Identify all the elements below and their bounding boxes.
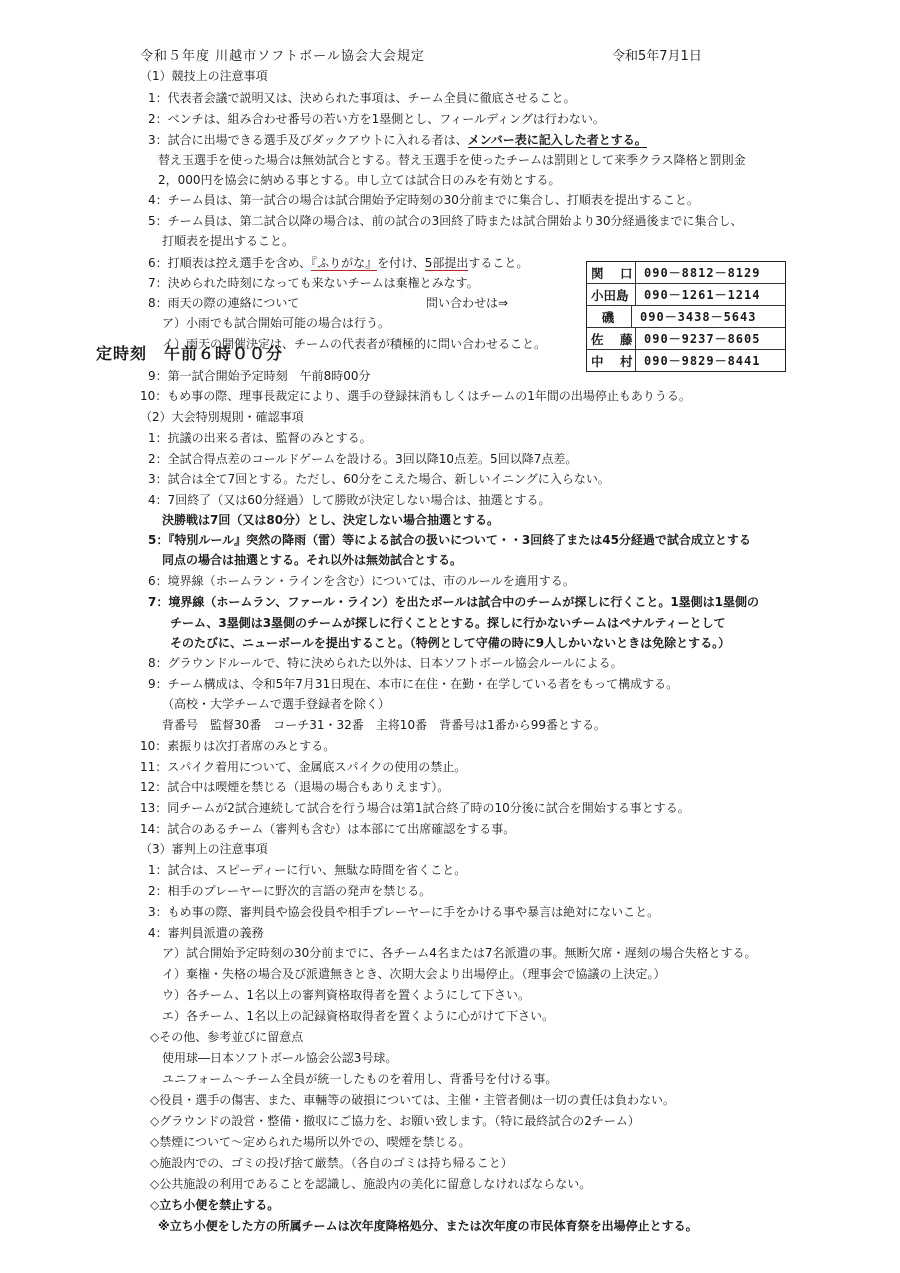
rule-2-9-cont1: （高校・大学チームで選手登録者を除く）	[162, 697, 391, 711]
rule-2-9: 9：チーム構成は、令和5年7月31日現在、本市に在住・在勤・在学している者をもって構成する。	[148, 677, 679, 691]
rule-2-11: 11：スパイク着用について、金属底スパイクの使用の禁止。	[140, 760, 467, 774]
rule-2-2: 2：全試合得点差のコールドゲームを設ける。3回以降10点差。5回以降7点差。	[148, 452, 578, 466]
rule-2-4-cont: 決勝戦は7回（又は80分）とし、決定しない場合抽選とする。	[162, 513, 500, 527]
rule-1-3-text: 3：試合に出場できる選手及びダックアウトに入れる者は、	[148, 133, 468, 147]
rule-2-7-cont1: チーム、3塁側は3塁側のチームが探しに行くこととする。探しに行かないチームはペナルティーとして	[170, 616, 726, 630]
others-heading: ◇その他、参考並びに留意点	[150, 1030, 304, 1044]
rule-1-8-a: ア）小雨でも試合開始可能の場合は行う。	[162, 316, 391, 330]
rule-1-7: 7：決められた時刻になっても来ないチームは棄権とみなす。	[148, 276, 479, 290]
rule-1-9: 9：第一試合開始予定時刻 午前8時00分	[148, 369, 371, 383]
rule-1-6-furigana: 『ふりがな』	[311, 256, 378, 270]
rule-2-9-cont2: 背番号 監督30番 コーチ31・32番 主将10番 背番号は1番から99番とする。	[162, 718, 606, 732]
contact-name: 磯	[587, 306, 632, 327]
contact-phone: 090－9829－8441	[644, 354, 761, 368]
contact-phone: 090－8812－8129	[644, 266, 761, 280]
decision-time: 定時刻 午前６時００分	[96, 344, 284, 363]
contact-phone: 090－9237－8605	[644, 332, 761, 346]
rule-1-6-text-c: すること。	[468, 256, 529, 270]
contact-name: 関 口	[587, 262, 636, 283]
rule-3-4: 4：審判員派遣の義務	[148, 926, 264, 940]
rule-1-6-text-b: を付け、	[377, 256, 425, 270]
official-ball: 使用球―日本ソフトボール協会公認3号球。	[162, 1051, 398, 1065]
rule-3-4-c: ウ）各チーム、1名以上の審判資格取得者を置くようにして下さい。	[162, 988, 530, 1002]
rule-2-3: 3：試合は全て7回とする。ただし、60分をこえた場合、新しいイニングに入らない。	[148, 472, 610, 486]
contact-phone: 090－1261－1214	[644, 288, 761, 302]
rule-1-3	[148, 133, 647, 147]
rule-2-6: 6：境界線（ホームラン・ラインを含む）については、市のルールを適用する。	[148, 574, 575, 588]
contact-row	[587, 306, 785, 328]
rule-2-8: 8：グラウンドルールで、特に決められた以外は、日本ソフトボール協会ルールによる。	[148, 656, 623, 670]
rule-1-3-emphasis: メンバー表に記入した者とする。	[467, 133, 647, 147]
rule-2-7-cont2: そのたびに、ニューボールを提出すること。（特例として守備の時に9人しかいないときは免除とする。）	[170, 636, 731, 650]
section2-heading: （2）大会特別規則・確認事項	[140, 410, 304, 424]
contact-name: 中 村	[587, 350, 636, 371]
contact-row	[587, 328, 785, 350]
contact-phone: 090－3438－5643	[640, 310, 757, 324]
contact-row	[587, 284, 785, 306]
document-date: 令和5年7月1日	[612, 49, 702, 64]
inquiry-label: 問い合わせは⇒	[426, 296, 509, 310]
note-litter: ◇施設内での、ゴミの投げ捨て厳禁。（各自のゴミは持ち帰ること）	[150, 1156, 513, 1170]
uniform-rule: ユニフォーム～チーム全員が統一したものを着用し、背番号を付ける事。	[162, 1072, 558, 1086]
rule-2-10: 10：素振りは次打者席のみとする。	[140, 739, 336, 753]
contact-row	[587, 262, 785, 284]
rule-3-4-b: イ）棄権・失格の場合及び派遣無きとき、次期大会より出場停止。（理事会で協議の上決定。）	[162, 967, 666, 981]
section1-heading: （1）競技上の注意事項	[140, 69, 268, 83]
note-liability: ◇役員・選手の傷害、また、車輛等の破損については、主催・主管者側は一切の責任は負わない。	[150, 1093, 675, 1107]
rule-3-1: 1：試合は、スピーディーに行い、無駄な時間を省くこと。	[148, 863, 467, 877]
rule-1-4: 4：チーム員は、第一試合の場合は試合開始予定時刻の30分前までに集合し、打順表を提出すること。	[148, 193, 699, 207]
rule-1-6-text-a: 6：打順表は控え選手を含め、	[148, 256, 312, 270]
rule-1-3-cont2: 2，000円を協会に納める事とする。申し立ては試合日のみを有効とする。	[158, 173, 561, 187]
rule-3-3: 3：もめ事の際、審判員や協会役員や相手プレーヤーに手をかける事や暴言は絶対にないこと。	[148, 905, 660, 919]
rule-1-8-b: イ）雨天の開催決定は、チームの代表者が積極的に問い合わせること。	[162, 337, 547, 351]
document-title: 令和５年度 川越市ソフトボール協会大会規定	[140, 49, 425, 64]
rule-1-3-cont1: 替え玉選手を使った場合は無効試合とする。替え玉選手を使ったチームは罰則として来季クラス降格と罰則金	[158, 153, 746, 167]
rule-2-1: 1：抗議の出来る者は、監督のみとする。	[148, 431, 372, 445]
rule-3-4-d: エ）各チーム、1名以上の記録資格取得者を置くように心がけて下さい。	[162, 1009, 554, 1023]
section3-heading: （3）審判上の注意事項	[140, 842, 268, 856]
rule-2-14: 14：試合のあるチーム（審判も含む）は本部にて出席確認をする事。	[140, 822, 516, 836]
rule-1-1: 1：代表者会議で説明又は、決められた事項は、チーム全員に徹底させること。	[148, 91, 576, 105]
rule-2-12: 12：試合中は喫煙を禁じる（退場の場合もありえます）。	[140, 780, 450, 794]
contact-row	[587, 350, 785, 371]
contact-name: 小田島	[587, 284, 636, 305]
rule-1-8: 8：雨天の際の連絡について	[148, 296, 300, 310]
rule-3-4-a: ア）試合開始予定時刻の30分前までに、各チーム4名または7名派遣の事。無断欠席・遅刻の場合失格とする。	[162, 946, 757, 960]
rule-1-10: 10：もめ事の際、理事長裁定により、選手の登録抹消もしくはチームの1年間の出場停止もありうる。	[140, 389, 691, 403]
rule-1-6	[148, 256, 528, 270]
note-ground: ◇グラウンドの設営・整備・撤収にご協力を、お願い致します。（特に最終試合の2チーム）	[150, 1114, 640, 1128]
rule-1-6-copies: 5部提出	[424, 256, 469, 270]
rule-1-5: 5：チーム員は、第二試合以降の場合は、前の試合の3回終了時または試合開始より30分経過後までに集合し、	[148, 214, 743, 228]
note-urination-penalty: ※立ち小便をした方の所属チームは次年度降格処分、または次年度の市民体育祭を出場停止とする。	[158, 1219, 698, 1233]
rule-2-13: 13：同チームが2試合連続して試合を行う場合は第1試合終了時の10分後に試合を開始する事とする。	[140, 801, 690, 815]
rule-1-2: 2：ベンチは、組み合わせ番号の若い方を1塁側とし、フィールディングは行わない。	[148, 112, 605, 126]
note-smoking: ◇禁煙について～定められた場所以外での、喫煙を禁じる。	[150, 1135, 471, 1149]
rule-3-2: 2：相手のプレーヤーに野次的言語の発声を禁じる。	[148, 884, 432, 898]
note-urination: ◇立ち小便を禁止する。	[150, 1198, 280, 1212]
rule-2-5: 5：『特別ルール』突然の降雨（雷）等による試合の扱いについて・・3回終了または45分経過で試合成立とする	[148, 533, 751, 547]
rule-1-5-cont: 打順表を提出すること。	[162, 234, 295, 248]
rule-2-4: 4：7回終了（又は60分経過）して勝敗が決定しない場合は、抽選とする。	[148, 493, 551, 507]
note-public-facility: ◇公共施設の利用であることを認識し、施設内の美化に留意しなければならない。	[150, 1177, 592, 1191]
rule-2-7: 7：境界線（ホームラン、ファール・ライン）を出たボールは試合中のチームが探しに行くこと。1塁側は1塁側の	[148, 595, 760, 609]
contact-name: 佐 藤	[587, 328, 636, 349]
rule-2-5-cont: 同点の場合は抽選とする。それ以外は無効試合とする。	[162, 553, 463, 567]
contact-table	[586, 261, 786, 372]
